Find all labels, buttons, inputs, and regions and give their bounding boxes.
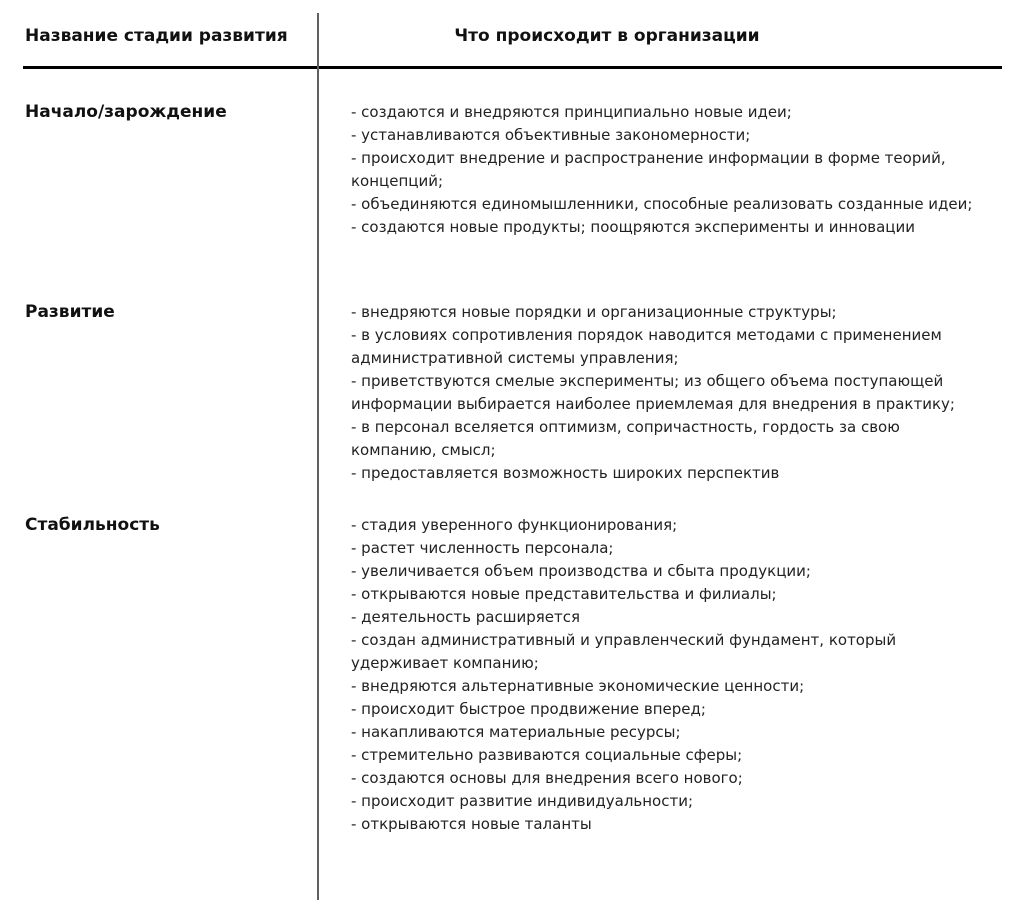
stage-name: Начало/зарождение (25, 102, 227, 122)
list-item: - деятельность расширяется (351, 608, 580, 626)
list-item: - в персонал вселяется оптимизм, сопричастность, гордость за свою компанию, смысл; (351, 418, 900, 459)
list-item: - создаются и внедряются принципиально новые идеи; (351, 103, 792, 121)
list-item: - происходит быстрое продвижение вперед; (351, 700, 706, 718)
stage-items (318, 514, 982, 836)
stage-name: Развитие (25, 302, 115, 322)
list-item: - внедряются альтернативные экономические ценности; (351, 677, 805, 695)
list-item: - в условиях сопротивления порядок наводится методами с применением административной системы управления; (351, 326, 942, 367)
table-row (0, 301, 1024, 485)
list-item: - создаются основы для внедрения всего нового; (351, 769, 743, 787)
list-item: - происходит внедрение и распространение информации в форме теорий, концепций; (351, 149, 946, 190)
table-row (0, 514, 1024, 836)
list-item: - открываются новые представительства и филиалы; (351, 585, 777, 603)
list-item: - стремительно развиваются социальные сферы; (351, 746, 743, 764)
column-header-stage-name: Название стадии развития (25, 26, 288, 46)
stage-items (318, 101, 982, 239)
list-item: - предоставляется возможность широких перспектив (351, 464, 780, 482)
list-item: - создаются новые продукты; поощряются эксперименты и инновации (351, 218, 916, 236)
list-item: - растет численность персонала; (351, 539, 614, 557)
list-item: - создан административный и управленческий фундамент, который удерживает компанию; (351, 631, 897, 672)
list-item: - стадия уверенного функционирования; (351, 516, 678, 534)
column-header-what-happens: Что происходит в организации (454, 26, 760, 46)
header-rule (23, 66, 1002, 69)
list-item: - увеличивается объем производства и сбыта продукции; (351, 562, 811, 580)
list-item: - объединяются единомышленники, способные реализовать созданные идеи; (351, 195, 973, 213)
list-item: - внедряются новые порядки и организационные структуры; (351, 303, 837, 321)
list-item: - происходит развитие индивидуальности; (351, 792, 694, 810)
list-item: - накапливаются материальные ресурсы; (351, 723, 681, 741)
table-row (0, 101, 1024, 239)
list-item: - открываются новые таланты (351, 815, 592, 833)
stage-name: Стабильность (25, 515, 160, 535)
list-item: - устанавливаются объективные закономерности; (351, 126, 751, 144)
stage-items (318, 301, 982, 485)
list-item: - приветствуются смелые эксперименты; из общего объема поступающей информации выбирается наиболее приемлемая для внедрения в практику; (351, 372, 955, 413)
